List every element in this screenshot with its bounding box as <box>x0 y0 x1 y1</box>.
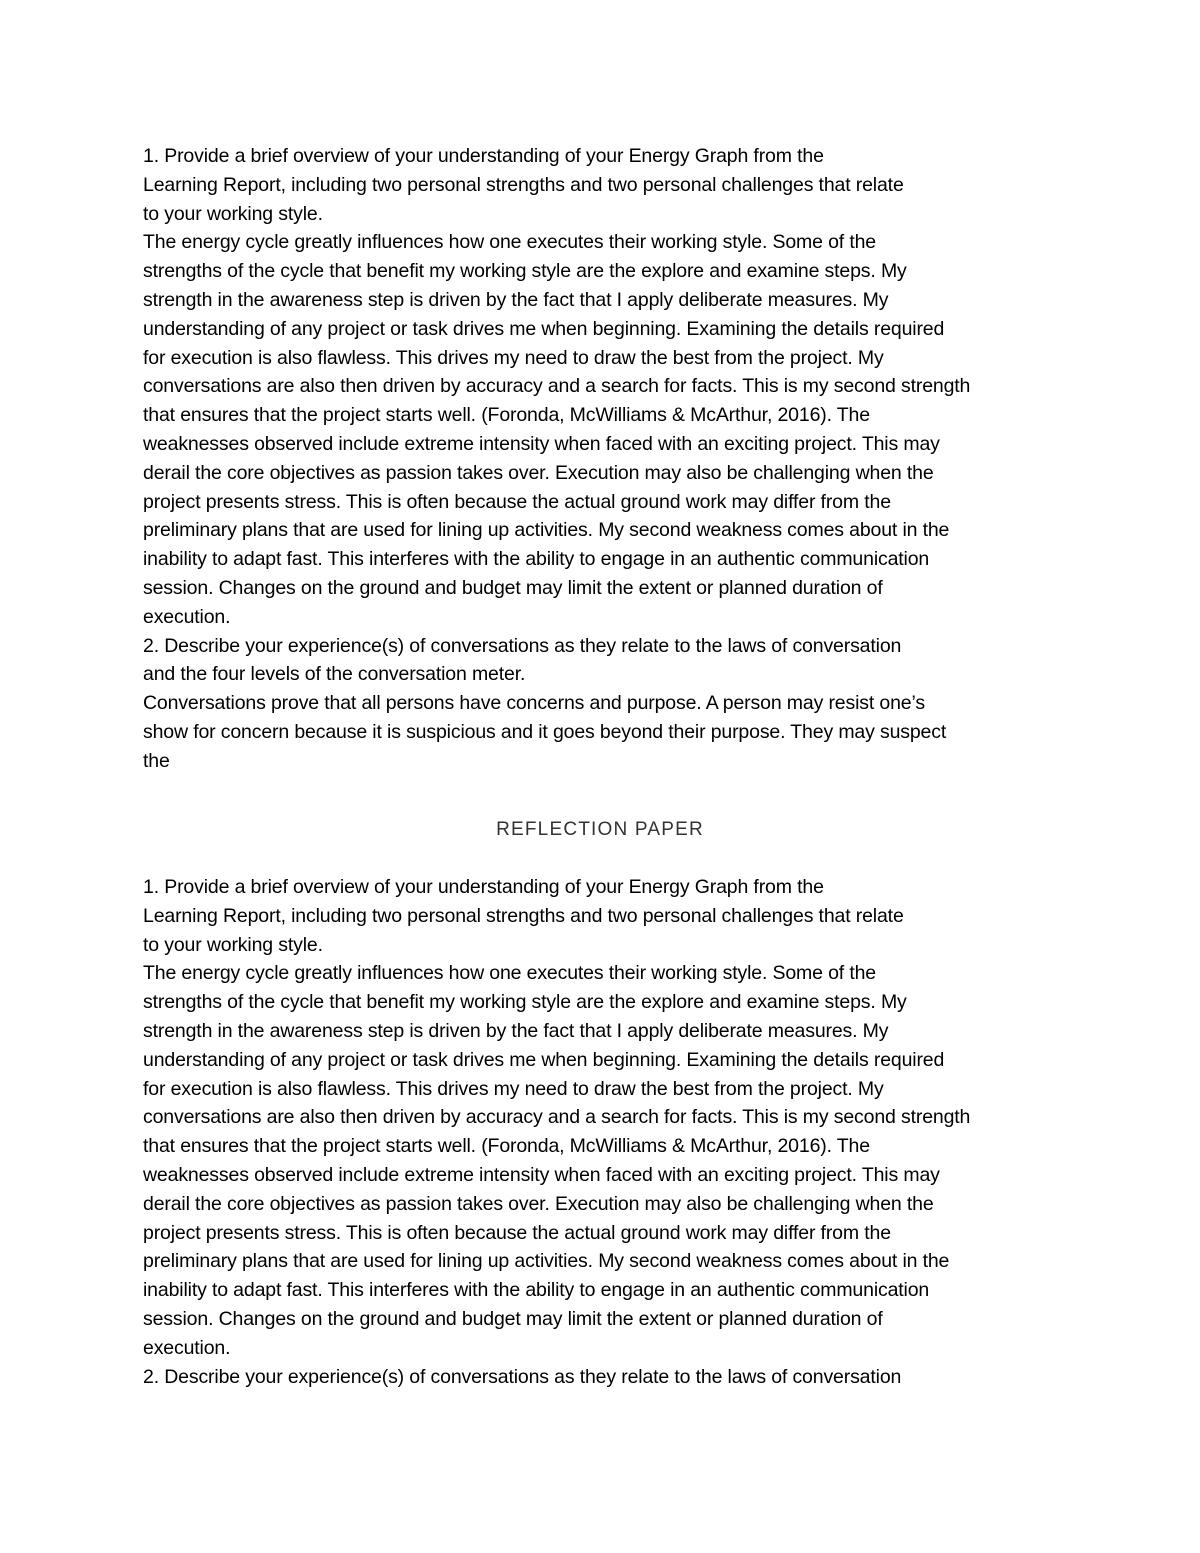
text-line: and the four levels of the conversation meter. <box>143 663 526 686</box>
text-line: preliminary plans that are used for lining up activities. My second weakness comes about in the <box>143 519 950 542</box>
text-line: strength in the awareness step is driven by the fact that I apply deliberate measures. My <box>143 1019 889 1042</box>
text-line: preliminary plans that are used for lining up activities. My second weakness comes about in the <box>143 1250 950 1273</box>
text-line: to your working style. <box>143 933 323 956</box>
text-line: weaknesses observed include extreme intensity when faced with an exciting project. This may <box>143 432 940 455</box>
text-line: 1. Provide a brief overview of your understanding of your Energy Graph from the <box>143 145 824 167</box>
text-line: 2. Describe your experience(s) of conversations as they relate to the laws of conversation <box>143 634 902 657</box>
text-line: 2. Describe your experience(s) of conversations as they relate to the laws of conversation <box>143 1365 902 1388</box>
text-line: understanding of any project or task drives me when beginning. Examining the details required <box>143 1048 945 1071</box>
text-line: Conversations prove that all persons have concerns and purpose. A person may resist one’s <box>143 692 925 715</box>
text-line: session. Changes on the ground and budget may limit the extent or planned duration of <box>143 1307 883 1330</box>
text-line: conversations are also then driven by accuracy and a search for facts. This is my second strength <box>143 375 971 398</box>
text-line: strengths of the cycle that benefit my working style are the explore and examine steps. My <box>143 260 907 283</box>
text-line: The energy cycle greatly influences how one executes their working style. Some of the <box>143 962 876 985</box>
main-text-block <box>143 873 1073 1391</box>
page-title: REFLECTION PAPER <box>496 819 704 840</box>
text-line: project presents stress. This is often because the actual ground work may differ from the <box>143 1221 891 1244</box>
text-line: that ensures that the project starts well. (Foronda, McWilliams & McArthur, 2016). The <box>143 404 870 427</box>
text-line: weaknesses observed include extreme intensity when faced with an exciting project. This may <box>143 1163 940 1186</box>
text-line: derail the core objectives as passion takes over. Execution may also be challenging when the <box>143 1192 934 1215</box>
text-line: inability to adapt fast. This interferes with the ability to engage in an authentic communication <box>143 548 930 571</box>
text-line: 1. Provide a brief overview of your understanding of your Energy Graph from the <box>143 876 824 898</box>
preview-text-block <box>143 142 1073 776</box>
text-line: show for concern because it is suspicious and it goes beyond their purpose. They may suspect <box>143 720 947 743</box>
text-line: for execution is also flawless. This drives my need to draw the best from the project. My <box>143 346 884 369</box>
text-line: The energy cycle greatly influences how one executes their working style. Some of the <box>143 231 876 254</box>
text-line: derail the core objectives as passion takes over. Execution may also be challenging when the <box>143 461 934 484</box>
text-line: Learning Report, including two personal strengths and two personal challenges that relate <box>143 904 904 927</box>
text-line: Learning Report, including two personal strengths and two personal challenges that relate <box>143 173 904 196</box>
text-line: strength in the awareness step is driven by the fact that I apply deliberate measures. My <box>143 288 889 311</box>
text-line: that ensures that the project starts well. (Foronda, McWilliams & McArthur, 2016). The <box>143 1135 870 1158</box>
text-line: inability to adapt fast. This interferes with the ability to engage in an authentic communication <box>143 1279 930 1302</box>
text-line: conversations are also then driven by accuracy and a search for facts. This is my second strength <box>143 1106 971 1129</box>
text-line: to your working style. <box>143 202 323 225</box>
text-line: execution. <box>143 1336 231 1359</box>
text-line: execution. <box>143 605 231 628</box>
text-line: session. Changes on the ground and budget may limit the extent or planned duration of <box>143 576 883 599</box>
text-line: project presents stress. This is often because the actual ground work may differ from the <box>143 490 891 513</box>
text-line: for execution is also flawless. This drives my need to draw the best from the project. My <box>143 1077 884 1100</box>
text-line: understanding of any project or task drives me when beginning. Examining the details required <box>143 317 945 340</box>
text-line: the <box>143 749 170 772</box>
text-line: strengths of the cycle that benefit my working style are the explore and examine steps. My <box>143 991 907 1014</box>
